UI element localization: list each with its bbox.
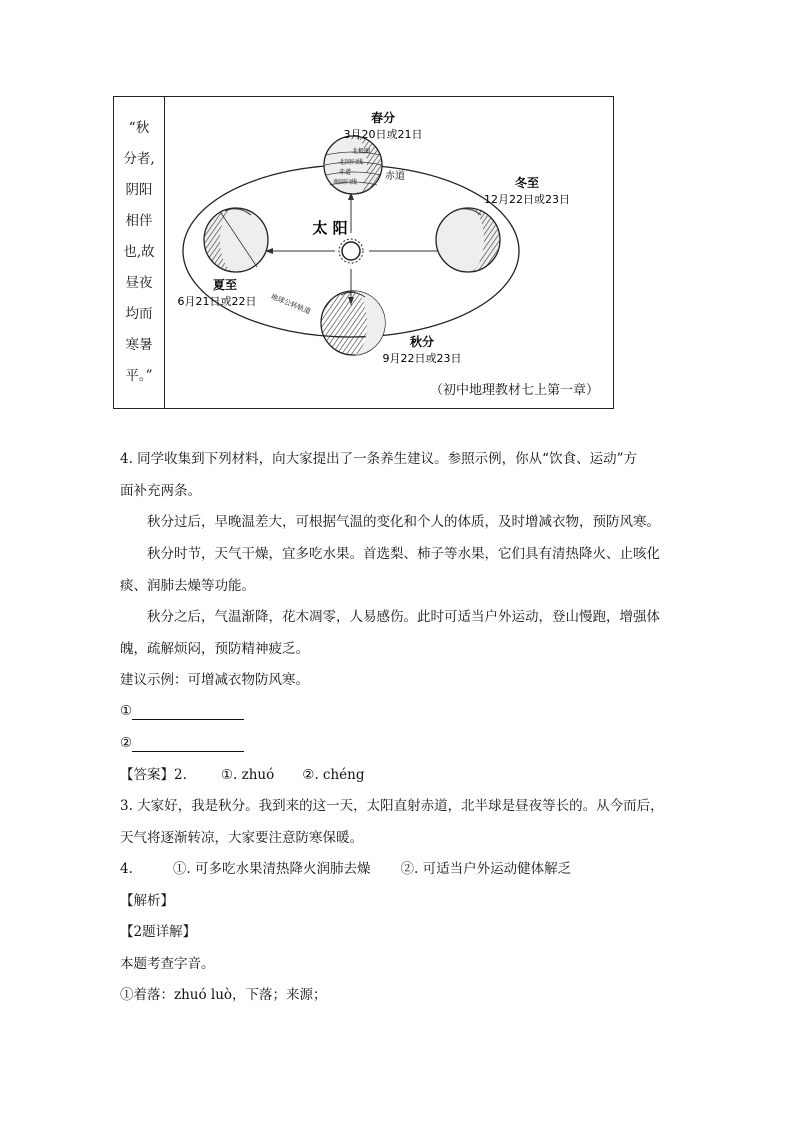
q4-material3-line2: 魄，疏解烦闷，预防精神疲乏。 <box>120 641 309 657</box>
earth-autumn-icon <box>321 291 385 355</box>
equator-label: 赤道 <box>385 171 405 182</box>
earth-summer-icon <box>204 208 268 272</box>
spring-label: 春分 <box>370 111 396 125</box>
quote-column <box>114 113 164 392</box>
answer-4-1: ①. 可多吃水果清热降火润肺去燥 <box>172 861 371 877</box>
winter-label: 冬至 <box>514 176 540 190</box>
earth-spring-icon <box>324 136 382 194</box>
q4-material2-line2: 痰、润肺去燥等功能。 <box>120 578 255 594</box>
quote-line: 昼夜 <box>125 275 153 291</box>
summer-label: 夏至 <box>212 278 238 292</box>
q4-material2-line1: 秋分时节，天气干燥，宜多吃水果。首选梨、柿子等水果，它们具有清热降火、止咳化 <box>147 546 660 562</box>
blank-marker: ① <box>120 703 133 719</box>
answer-2-2: ②. chéng <box>302 767 365 783</box>
q4-stem-line2: 面补充两条。 <box>120 483 201 499</box>
autumn-date: 9月22日或23日 <box>382 352 462 365</box>
detail-intro: 本题考查字音。 <box>120 956 215 972</box>
q4-blank2 <box>120 734 244 752</box>
band-label: 北极圈 <box>351 148 371 155</box>
answer-4-label: 4. <box>120 861 133 877</box>
figure-caption: （初中地理教材七上第一章） <box>429 383 599 398</box>
quote-line: 分者, <box>123 151 155 167</box>
figure-frame <box>113 96 614 409</box>
answer-heading: 【答案】2. <box>120 767 187 783</box>
answer-blank-1[interactable] <box>132 705 244 720</box>
band-label: 赤道 <box>338 169 352 176</box>
answer-line <box>120 766 365 784</box>
quote-line: 均而 <box>125 306 153 322</box>
answer-3-line1: 3. 大家好，我是秋分。我到来的这一天，太阳直射赤道，北半球是昼夜等长的。从今而后， <box>120 798 664 814</box>
blank-marker: ② <box>120 735 133 751</box>
q4-blank1 <box>120 702 244 720</box>
q4-material3-line1: 秋分之后，气温渐降，花木凋零，人易感伤。此时可适当户外运动，登山慢跑，增强体 <box>147 609 660 625</box>
quote-line: 平。” <box>125 368 153 384</box>
detail-1: ①着落：zhuó luò，下落；来源； <box>120 987 327 1003</box>
spring-date: 3月20日或21日 <box>343 128 423 141</box>
quote-line: “秋 <box>128 120 150 136</box>
sun-icon <box>339 239 363 263</box>
detail-heading: 【2题详解】 <box>120 924 197 940</box>
answer-2-1: ①. zhuó <box>220 767 275 783</box>
sun-label: 太 阳 <box>312 219 348 237</box>
quote-line: 相伴 <box>125 213 153 229</box>
answer-4-2: ②. 可适当户外运动健体解乏 <box>400 861 572 877</box>
band-label: 北回归线 <box>338 159 364 166</box>
q4-example: 建议示例：可增减衣物防风寒。 <box>120 672 309 688</box>
q4-material1: 秋分过后，早晚温差大，可根据气温的变化和个人的体质，及时增减衣物，预防风寒。 <box>147 514 660 530</box>
answer-3-line2: 天气将逐渐转凉，大家要注意防寒保暖。 <box>120 830 363 846</box>
earth-orbit-diagram <box>165 97 613 408</box>
autumn-label: 秋分 <box>409 335 435 349</box>
orbit-label: 地球公转轨道 <box>269 292 312 316</box>
quote-line: 寒暑 <box>125 337 153 353</box>
band-label: 南回归线 <box>332 179 358 186</box>
summer-date: 6月21日或22日 <box>177 295 257 308</box>
q4-stem-line1: 4. 同学收集到下列材料，向大家提出了一条养生建议。参照示例，你从“饮食、运动”方 <box>120 451 637 467</box>
answer-4-line <box>120 860 571 878</box>
quote-line: 阴阳 <box>125 182 153 198</box>
answer-blank-2[interactable] <box>132 737 244 752</box>
analysis-heading: 【解析】 <box>120 893 174 909</box>
earth-winter-icon <box>436 208 500 272</box>
quote-line: 也,故 <box>123 244 155 260</box>
winter-date: 12月22日或23日 <box>484 193 570 206</box>
